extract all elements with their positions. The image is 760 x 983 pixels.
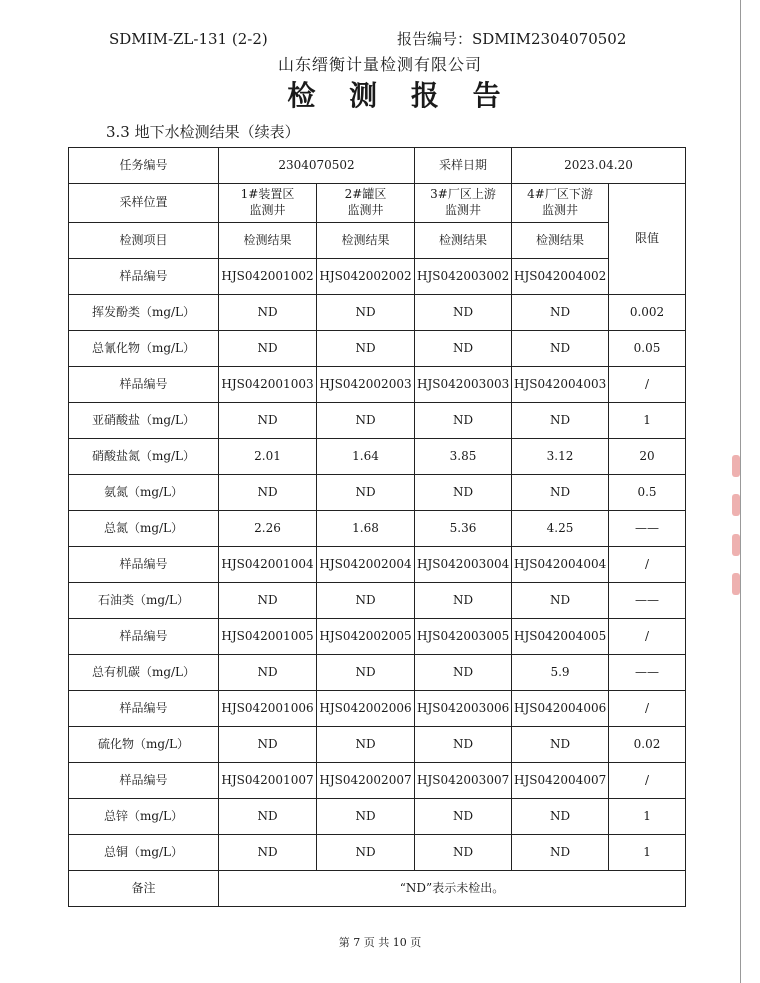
result-cell: ND [415,295,512,331]
result-cell: 2.26 [219,511,317,547]
page-footer: 第 7 页 共 10 页 [338,936,422,949]
report-number: 报告编号：SDMIM2304070502 [397,30,627,48]
limit-cell: 20 [609,439,686,475]
result-cell: HJS042004006 [512,691,609,727]
result-cell: ND [415,835,512,871]
remark-text: “ND”表示未检出。 [219,871,686,907]
limit-cell: / [609,367,686,403]
result-cell: HJS042001005 [219,619,317,655]
row-label: 挥发酚类（mg/L） [69,295,219,331]
row-label: 总有机碳（mg/L） [69,655,219,691]
result-cell: ND [219,799,317,835]
result-cell: HJS042001004 [219,547,317,583]
limit-cell: 0.02 [609,727,686,763]
item-header-row [69,223,686,259]
result-cell: ND [415,583,512,619]
location-cell: 4#厂区下游 监测井 [512,184,609,223]
remark-row [69,871,686,907]
result-cell: ND [512,727,609,763]
row-label: 硝酸盐氮（mg/L） [69,439,219,475]
row-label: 样品编号 [69,259,219,295]
row-label: 石油类（mg/L） [69,583,219,619]
limit-header: 限值 [609,184,686,295]
location-label: 采样位置 [69,184,219,223]
result-cell: ND [317,475,415,511]
table-row [69,403,686,439]
limit-cell: —— [609,511,686,547]
limit-cell: 0.05 [609,331,686,367]
result-cell: ND [415,475,512,511]
result-cell: HJS042002004 [317,547,415,583]
result-cell: ND [512,583,609,619]
result-cell: HJS042001007 [219,763,317,799]
limit-cell: 0.5 [609,475,686,511]
result-cell: HJS042003006 [415,691,512,727]
table-row [69,727,686,763]
result-cell: ND [512,403,609,439]
result-cell: ND [512,295,609,331]
result-cell: HJS042004003 [512,367,609,403]
result-header: 检测结果 [317,223,415,259]
result-header: 检测结果 [219,223,317,259]
result-cell: 2.01 [219,439,317,475]
limit-cell: 1 [609,835,686,871]
table-row [69,583,686,619]
result-cell: 5.36 [415,511,512,547]
result-cell: ND [219,583,317,619]
results-table [68,147,686,907]
result-cell: HJS042001006 [219,691,317,727]
result-cell: ND [219,331,317,367]
result-cell: ND [415,655,512,691]
result-cell: ND [415,727,512,763]
result-header: 检测结果 [415,223,512,259]
result-cell: 5.9 [512,655,609,691]
result-cell: ND [317,583,415,619]
result-cell: ND [219,835,317,871]
limit-cell: —— [609,655,686,691]
section-title: 3.3 地下水检测结果（续表） [106,123,300,141]
table-row [69,295,686,331]
row-label: 硫化物（mg/L） [69,727,219,763]
row-label: 样品编号 [69,691,219,727]
row-label: 样品编号 [69,367,219,403]
result-cell: HJS042004002 [512,259,609,295]
remark-label: 备注 [69,871,219,907]
row-label: 氨氮（mg/L） [69,475,219,511]
document-code: SDMIM-ZL-131 (2-2) [109,30,268,48]
result-cell: ND [317,727,415,763]
result-cell: HJS042003007 [415,763,512,799]
row-label: 总氰化物（mg/L） [69,331,219,367]
limit-cell: 1 [609,403,686,439]
location-cell: 2#罐区 监测井 [317,184,415,223]
table-row [69,619,686,655]
report-title: 检 测 报 告 [287,79,513,112]
table-row [69,655,686,691]
table-row [69,691,686,727]
location-cell: 3#厂区上游 监测井 [415,184,512,223]
result-cell: ND [512,331,609,367]
result-cell: ND [219,655,317,691]
result-cell: HJS042002007 [317,763,415,799]
result-cell: ND [219,475,317,511]
result-cell: ND [317,655,415,691]
result-cell: ND [317,331,415,367]
result-cell: 3.85 [415,439,512,475]
task-row [69,148,686,184]
limit-cell: / [609,547,686,583]
table-row [69,511,686,547]
row-label: 总锌（mg/L） [69,799,219,835]
result-cell: ND [512,835,609,871]
limit-cell: 1 [609,799,686,835]
result-cell: HJS042003003 [415,367,512,403]
result-cell: ND [317,835,415,871]
table-row [69,331,686,367]
result-cell: HJS042003002 [415,259,512,295]
row-label: 总铜（mg/L） [69,835,219,871]
result-cell: ND [317,403,415,439]
result-cell: ND [512,799,609,835]
result-cell: HJS042002005 [317,619,415,655]
table-row [69,439,686,475]
limit-cell: —— [609,583,686,619]
result-cell: ND [317,799,415,835]
result-cell: ND [219,295,317,331]
limit-cell: / [609,619,686,655]
table-row [69,367,686,403]
sample-date-label: 采样日期 [415,148,512,184]
page-edge [740,0,741,983]
result-cell: ND [415,403,512,439]
result-cell: HJS042004007 [512,763,609,799]
table-row [69,835,686,871]
result-cell: 4.25 [512,511,609,547]
item-label: 检测项目 [69,223,219,259]
result-cell: ND [415,799,512,835]
row-label: 样品编号 [69,547,219,583]
result-cell: ND [219,727,317,763]
result-header: 检测结果 [512,223,609,259]
result-cell: HJS042003004 [415,547,512,583]
task-no-value: 2304070502 [219,148,415,184]
result-cell: ND [415,331,512,367]
result-cell: ND [512,475,609,511]
table-row [69,259,686,295]
result-cell: ND [317,295,415,331]
table-row [69,799,686,835]
limit-cell: / [609,691,686,727]
table-row [69,763,686,799]
result-cell: HJS042001002 [219,259,317,295]
result-cell: 3.12 [512,439,609,475]
row-label: 样品编号 [69,763,219,799]
result-cell: HJS042004005 [512,619,609,655]
result-cell: 1.68 [317,511,415,547]
result-cell: HJS042003005 [415,619,512,655]
result-cell: HJS042004004 [512,547,609,583]
sample-date-value: 2023.04.20 [512,148,686,184]
seal-stamp [727,455,745,595]
result-cell: HJS042001003 [219,367,317,403]
result-cell: HJS042002003 [317,367,415,403]
limit-cell: / [609,763,686,799]
task-no-label: 任务编号 [69,148,219,184]
row-label: 亚硝酸盐（mg/L） [69,403,219,439]
location-row [69,184,686,223]
table-row [69,547,686,583]
result-cell: HJS042002006 [317,691,415,727]
row-label: 样品编号 [69,619,219,655]
table-row [69,475,686,511]
row-label: 总氮（mg/L） [69,511,219,547]
company-name: 山东缙衡计量检测有限公司 [277,55,482,74]
location-cell: 1#装置区 监测井 [219,184,317,223]
result-cell: 1.64 [317,439,415,475]
result-cell: ND [219,403,317,439]
result-cell: HJS042002002 [317,259,415,295]
limit-cell: 0.002 [609,295,686,331]
